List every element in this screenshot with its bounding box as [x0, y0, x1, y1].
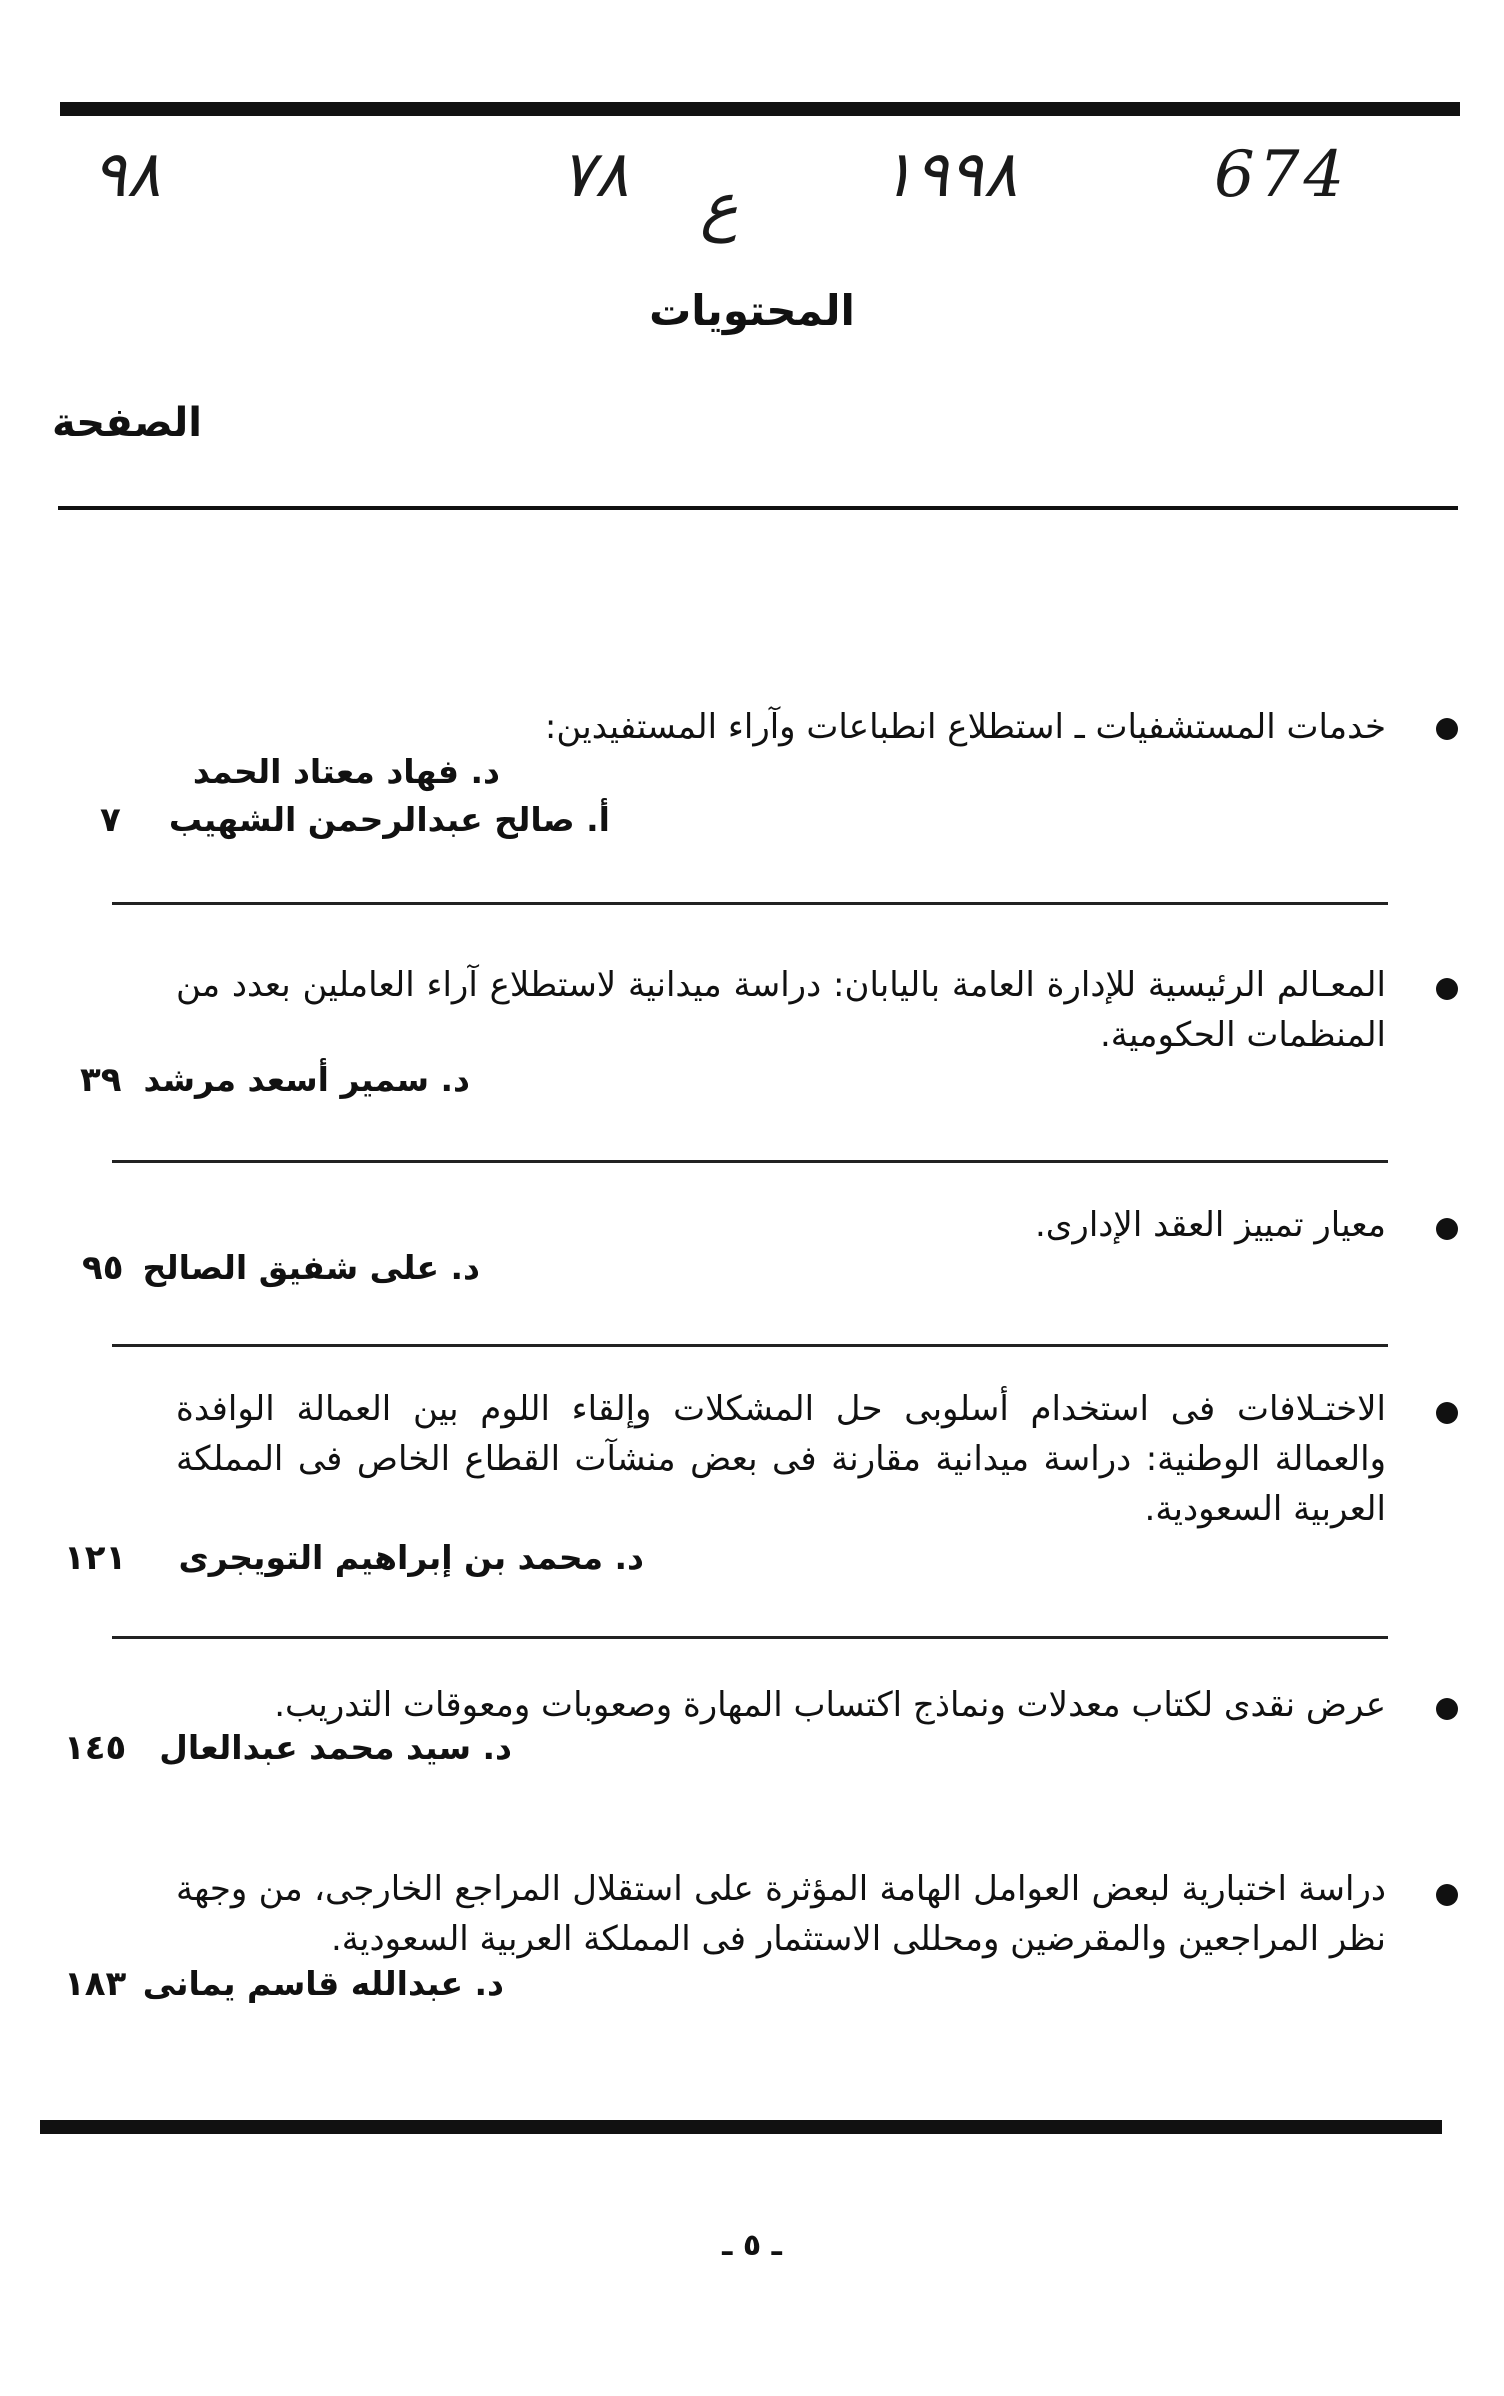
- entry-page-number: ١٢١: [64, 1538, 127, 1578]
- page-footer-number: ـ ٥ ـ: [722, 2228, 782, 2263]
- entry-page-number: ١٤٥: [64, 1728, 127, 1768]
- entry-author: د. عبدالله قاسم يمانى: [142, 1964, 504, 2003]
- entry-page-number: ٩٥: [82, 1248, 124, 1288]
- page-title: المحتويات: [649, 286, 855, 335]
- entry-author: د. فهاد معتاد الحمد: [192, 752, 500, 791]
- entry-title: معيار تمييز العقد الإدارى.: [1035, 1205, 1386, 1245]
- bullet-icon: [1436, 978, 1458, 1000]
- handwritten-note-right: 674: [1214, 138, 1349, 212]
- entry-separator: [112, 1344, 1388, 1347]
- entry-separator: [112, 1160, 1388, 1163]
- entry-author: أ. صالح عبدالرحمن الشهيب: [168, 800, 610, 839]
- entry-author: د. سمير أسعد مرشد: [143, 1060, 470, 1099]
- bullet-icon: [1436, 1698, 1458, 1720]
- entry-page-number: ٧: [100, 800, 121, 840]
- entry-author: د. سيد محمد عبدالعال: [159, 1728, 512, 1767]
- handwritten-note-issue: ٧٨: [560, 138, 629, 212]
- entry-title: خدمات المستشفيات ـ استطلاع انطباعات وآراء المستفيدين:: [544, 707, 1386, 747]
- bullet-icon: [1436, 1884, 1458, 1906]
- handwritten-note-year: ١٩٩٨: [880, 138, 1018, 212]
- bullet-icon: [1436, 718, 1458, 740]
- page-column-label: الصفحة: [52, 400, 203, 446]
- entry-separator: [112, 902, 1388, 905]
- entry-page-number: ١٨٣: [64, 1964, 127, 2004]
- entry-author: د. محمد بن إبراهيم التويجرى: [178, 1538, 644, 1577]
- handwritten-note-left: ٩٨: [92, 138, 161, 212]
- entry-title: عرض نقدى لكتاب معدلات ونماذج اكتساب المهارة وصعوبات ومعوقات التدريب.: [274, 1685, 1386, 1725]
- entry-page-number: ٣٩: [80, 1060, 122, 1100]
- entry-title: الاختـلافات فى استخدام أسلوبى حل المشكلات وإلقاء اللوم بين العمالة الوافدة والعمالة الوطنية: دراسة ميدانية مقارنة فى بعض منشآت القطاع الخاص فى المملكة العربية السعودية.: [176, 1389, 1386, 1529]
- entry-title: المعـالم الرئيسية للإدارة العامة باليابان: دراسة ميدانية لاستطلاع آراء العاملين بعدد من المنظمات الحكومية.: [176, 965, 1386, 1055]
- entry-title: دراسة اختبارية لبعض العوامل الهامة المؤثرة على استقلال المراجع الخارجى، من وجهة نظر المراجعين والمقرضين ومحللى الاستثمار فى المملكة العربية السعودية.: [176, 1869, 1386, 1959]
- entry-separator: [112, 1636, 1388, 1639]
- bullet-icon: [1436, 1218, 1458, 1240]
- entry-author: د. على شفيق الصالح: [142, 1248, 480, 1287]
- bottom-rule: [40, 2120, 1442, 2134]
- handwritten-note-letter: ع: [700, 170, 739, 244]
- bullet-icon: [1436, 1402, 1458, 1424]
